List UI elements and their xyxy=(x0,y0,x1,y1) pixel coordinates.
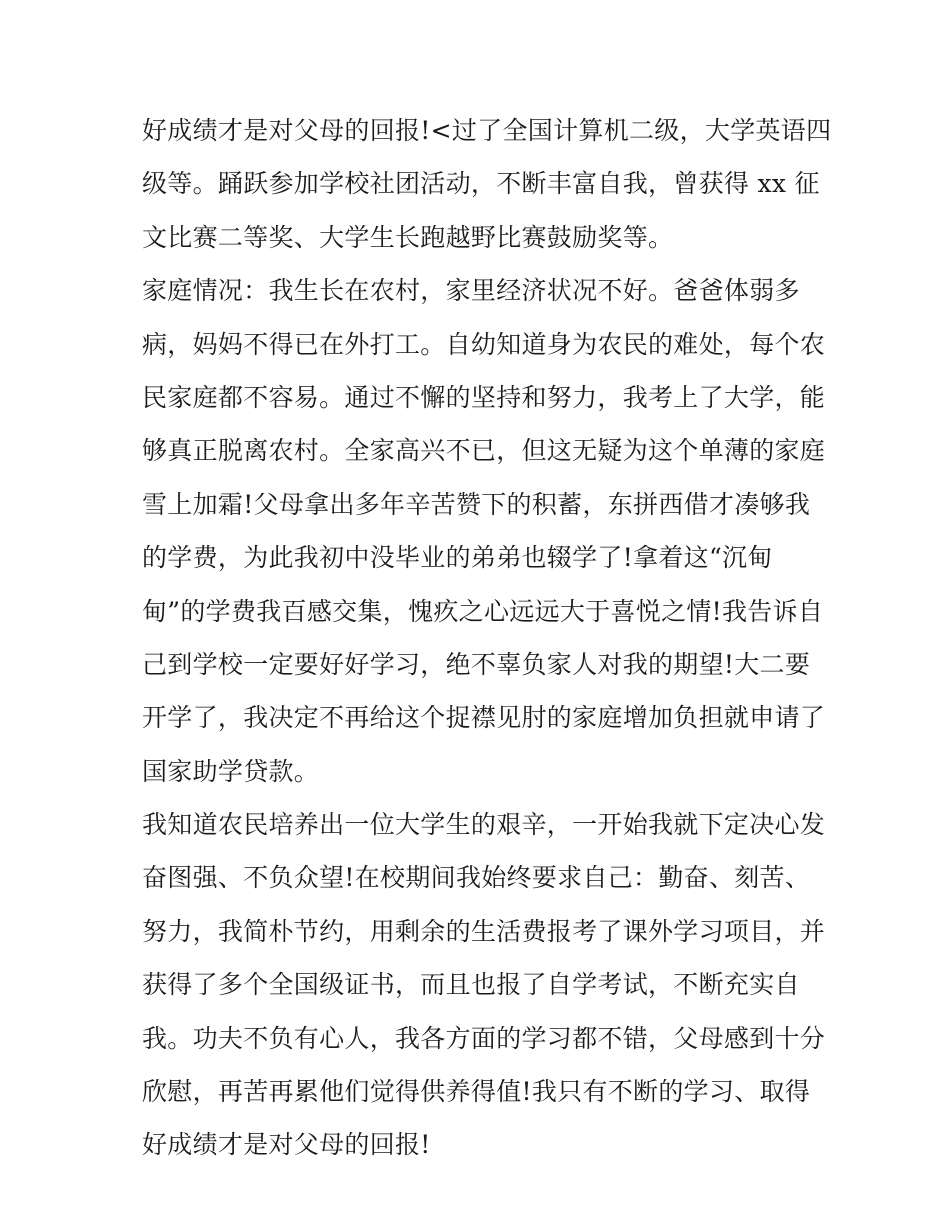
text-line: 国家助学贷款。 xyxy=(142,756,320,786)
text-line: 欣慰，再苦再累他们觉得供养得值!我只有不断的学习、取得 xyxy=(142,1077,811,1107)
text-line: 甸”的学费我百感交集，愧疚之心远远大于喜悦之情!我告诉自 xyxy=(142,596,824,626)
text-line: 开学了，我决定不再给这个捉襟见肘的家庭增加负担就申请了 xyxy=(142,703,826,733)
text-line: 民家庭都不容易。通过不懈的坚持和努力，我考上了大学，能 xyxy=(142,382,826,412)
text-line: 够真正脱离农村。全家高兴不已，但这无疑为这个单薄的家庭 xyxy=(142,436,826,466)
text-line: 我知道农民培养出一位大学生的艰辛，一开始我就下定决心发 xyxy=(142,810,826,840)
text-line: 奋图强、不负众望!在校期间我始终要求自己：勤奋、刻苦、 xyxy=(142,863,811,893)
document-body xyxy=(142,104,832,1172)
text-line: 级等。踊跃参加学校社团活动，不断丰富自我，曾获得 xx 征 xyxy=(142,169,820,199)
text-line: 好成绩才是对父母的回报!<过了全国计算机二级，大学英语四 xyxy=(142,116,832,145)
text-line: 家庭情况：我生长在农村，家里经济状况不好。爸爸体弱多 xyxy=(142,276,800,306)
text-line: 获得了多个全国级证书，而且也报了自学考试，不断充实自 xyxy=(142,970,800,1000)
text-line: 努力，我简朴节约，用剩余的生活费报考了课外学习项目，并 xyxy=(142,916,826,946)
text-line: 好成绩才是对父母的回报! xyxy=(142,1130,431,1160)
text-line: 己到学校一定要好好学习，绝不辜负家人对我的期望!大二要 xyxy=(142,649,811,679)
text-line: 文比赛二等奖、大学生长跑越野比赛鼓励奖等。 xyxy=(142,222,674,252)
text-line: 病，妈妈不得已在外打工。自幼知道身为农民的难处，每个农 xyxy=(142,329,826,359)
text-line: 的学费，为此我初中没毕业的弟弟也辍学了!拿着这“沉甸 xyxy=(142,543,773,573)
text-line: 我。功夫不负有心人，我各方面的学习都不错，父母感到十分 xyxy=(142,1023,826,1053)
text-line: 雪上加霜!父母拿出多年辛苦赞下的积蓄，东拼西借才凑够我 xyxy=(142,489,811,519)
